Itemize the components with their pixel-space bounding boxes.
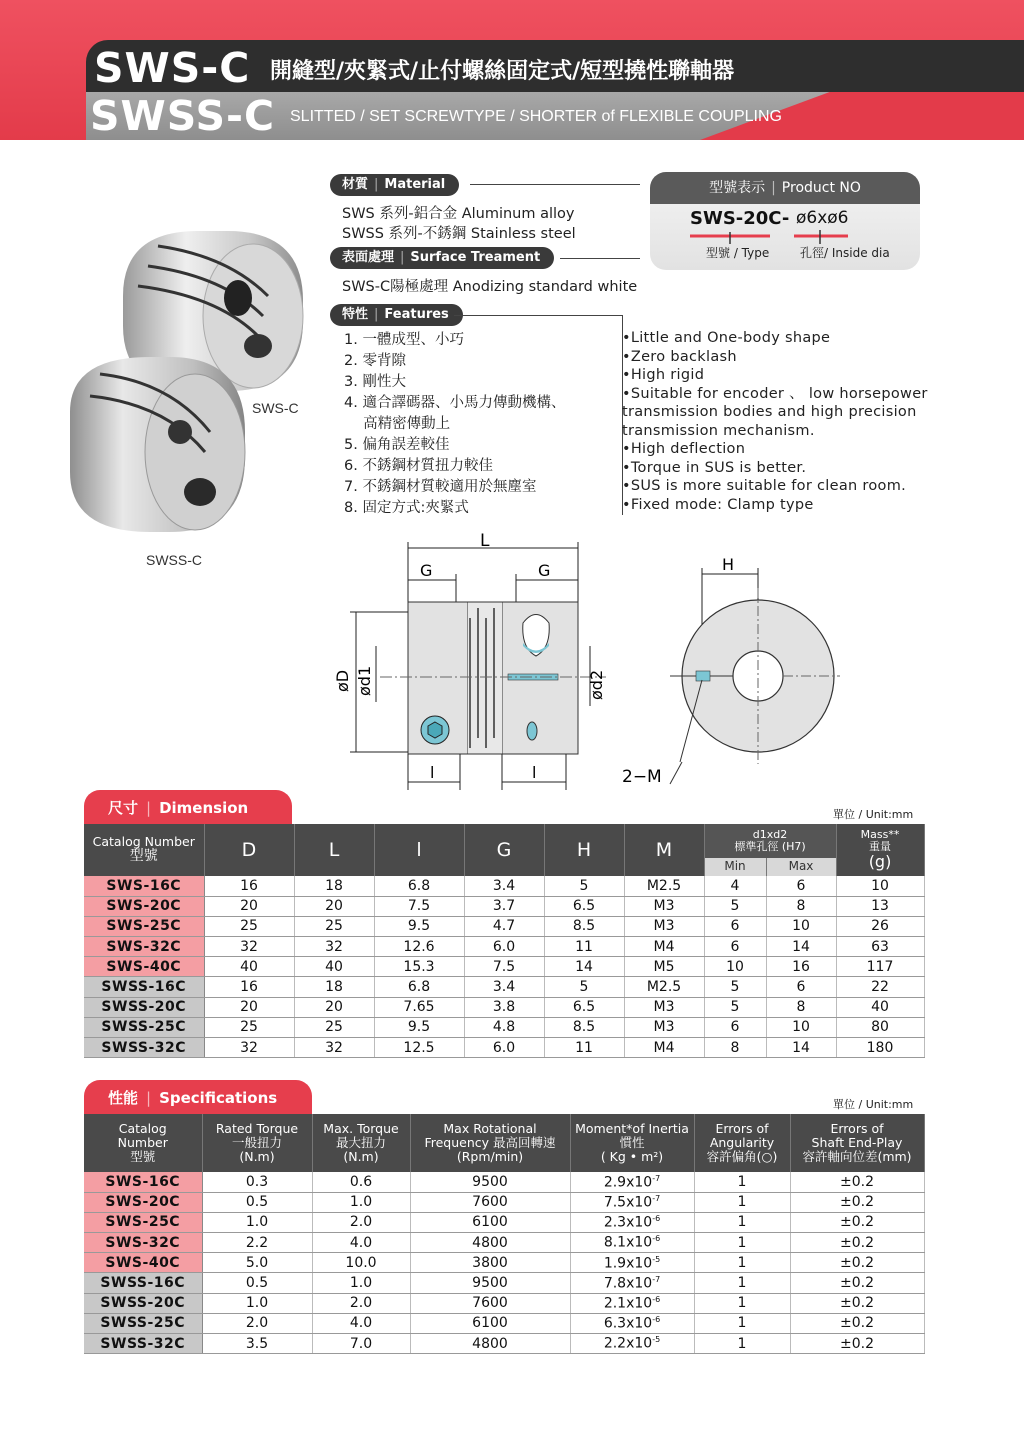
dimension-value-cell: 8.5 — [544, 916, 624, 936]
specifications-value-cell: 7600 — [410, 1192, 570, 1212]
specifications-value-cell: 0.5 — [202, 1192, 312, 1212]
dimension-model-cell: SWSS-16C — [84, 977, 204, 997]
feature-cn-2: 2. 零背隙 — [344, 353, 406, 369]
specifications-value-cell — [570, 1172, 694, 1192]
product-no-code: SWS-20C- — [690, 208, 790, 229]
inertia-exponent: -6 — [652, 1234, 661, 1244]
inertia-exponent: -7 — [652, 1173, 661, 1183]
specifications-model-cell: SWS-25C — [84, 1212, 202, 1232]
specifications-value-cell: 10.0 — [312, 1253, 410, 1273]
dim-H: H — [722, 555, 735, 574]
specifications-value-cell: 6100 — [410, 1212, 570, 1232]
feature-cn-4: 4. 適合譯碼器、小馬力傳動機構、 — [344, 395, 566, 411]
dimension-table — [84, 824, 925, 1058]
dimension-value-cell: 7.65 — [374, 997, 464, 1017]
specifications-value-cell: ±0.2 — [790, 1233, 924, 1253]
specifications-value-cell: 0.3 — [202, 1172, 312, 1192]
spec-col-catalog: Catalog Number 型號 — [84, 1114, 202, 1172]
spec-col-inertia: Moment*of Inertia 慣性 ( Kg • m²) — [570, 1114, 694, 1172]
specifications-value-cell: 6100 — [410, 1313, 570, 1333]
dimension-model-cell: SWS-25C — [84, 916, 204, 936]
dimension-value-cell: 20 — [294, 997, 374, 1017]
specifications-value-cell: 1 — [694, 1293, 790, 1313]
inertia-exponent: -6 — [652, 1214, 661, 1224]
title-chinese: 開縫型/夾緊式/止付螺絲固定式/短型撓性聯軸器 — [270, 59, 735, 84]
specifications-model-cell: SWSS-16C — [84, 1273, 202, 1293]
dimension-value-cell: 9.5 — [374, 916, 464, 936]
feature-en-4c: transmission mechanism. — [622, 422, 815, 439]
dim-col-G: G — [464, 824, 544, 876]
dimension-value-cell: 8 — [704, 1038, 766, 1058]
specifications-value-cell: 7.0 — [312, 1334, 410, 1354]
dimension-value-cell: 6.8 — [374, 876, 464, 896]
inertia-exponent: -6 — [652, 1315, 661, 1325]
dimension-value-cell: 25 — [204, 1017, 294, 1037]
dimension-value-cell: 22 — [836, 977, 924, 997]
dim-L: L — [480, 531, 490, 551]
specifications-value-cell: 1 — [694, 1334, 790, 1354]
dim-col-H: H — [544, 824, 624, 876]
feature-en-3: •High rigid — [622, 367, 705, 383]
feature-en-2: •Zero backlash — [622, 348, 737, 365]
specifications-model-cell: SWS-32C — [84, 1233, 202, 1253]
dimension-value-cell: 12.6 — [374, 937, 464, 957]
spec-col-endplay: Errors of Shaft End-Play 容許軸向位差(mm) — [790, 1114, 924, 1172]
feature-en-6: •Torque in SUS is better. — [622, 459, 807, 476]
spec-col-rated-torque: Rated Torque 一般扭力 (N.m) — [202, 1114, 312, 1172]
material-sws: SWS 系列-鋁合金 Aluminum alloy — [342, 206, 575, 222]
specifications-value-cell: 1 — [694, 1313, 790, 1333]
inertia-mantissa: 2.9x10 — [603, 1174, 653, 1191]
dimension-value-cell: 8 — [766, 896, 836, 916]
dimension-value-cell: 7.5 — [464, 957, 544, 977]
dimension-value-cell: M3 — [624, 916, 704, 936]
specifications-row — [84, 1192, 924, 1212]
product-no-dims: ø6xø6 — [796, 208, 849, 228]
specifications-row — [84, 1273, 924, 1293]
features-label: 特性 | Features — [330, 304, 463, 326]
features-en-list — [622, 329, 928, 514]
specifications-unit: 單位 / Unit:mm — [833, 1098, 914, 1111]
dimension-value-cell: 6.0 — [464, 937, 544, 957]
specifications-value-cell: 2.2 — [202, 1233, 312, 1253]
specifications-model-cell: SWS-16C — [84, 1172, 202, 1192]
feature-en-8: •Fixed mode: Clamp type — [622, 496, 814, 513]
specifications-value-cell: ±0.2 — [790, 1172, 924, 1192]
dimension-value-cell: 4.7 — [464, 916, 544, 936]
specifications-value-cell: 4800 — [410, 1233, 570, 1253]
dimension-value-cell: 14 — [766, 937, 836, 957]
dimension-value-cell: 32 — [204, 1038, 294, 1058]
dimension-value-cell: 14 — [766, 1038, 836, 1058]
specifications-row — [84, 1293, 924, 1313]
specifications-value-cell: 3.5 — [202, 1334, 312, 1354]
specifications-value-cell: 9500 — [410, 1172, 570, 1192]
dimension-value-cell: 8.5 — [544, 1017, 624, 1037]
dimension-value-cell: 117 — [836, 957, 924, 977]
specifications-value-cell — [570, 1293, 694, 1313]
product-no-dia-label: 孔徑/ Inside dia — [800, 246, 890, 260]
feature-cn-5: 5. 偏角誤差較佳 — [344, 437, 450, 453]
feature-cn-3: 3. 剛性大 — [344, 374, 406, 390]
photo-caption-swss: SWSS-C — [146, 552, 202, 568]
dimension-model-cell: SWSS-20C — [84, 997, 204, 1017]
dimension-value-cell: 14 — [544, 957, 624, 977]
dimension-value-cell: 6.8 — [374, 977, 464, 997]
dim-col-mass: Mass** 重量 (g) — [836, 824, 924, 876]
specifications-value-cell: 0.5 — [202, 1273, 312, 1293]
dimension-value-cell: 32 — [204, 937, 294, 957]
model-title-swss: SWSS-C — [90, 92, 276, 140]
dimension-model-cell: SWS-32C — [84, 937, 204, 957]
feature-en-4b: transmission bodies and high precision — [622, 404, 917, 420]
surface-rule — [560, 258, 640, 259]
inertia-mantissa: 2.3x10 — [603, 1214, 653, 1231]
specifications-value-cell — [570, 1233, 694, 1253]
specifications-value-cell — [570, 1212, 694, 1232]
specifications-value-cell: ±0.2 — [790, 1334, 924, 1354]
specifications-value-cell: 1.0 — [202, 1293, 312, 1313]
dimension-row — [84, 977, 924, 997]
specifications-value-cell: 9500 — [410, 1273, 570, 1293]
specifications-value-cell: ±0.2 — [790, 1293, 924, 1313]
dimension-value-cell: 20 — [294, 896, 374, 916]
specifications-value-cell: 1 — [694, 1172, 790, 1192]
inertia-exponent: -7 — [652, 1193, 661, 1203]
dimension-value-cell: M3 — [624, 997, 704, 1017]
specifications-model-cell: SWSS-20C — [84, 1293, 202, 1313]
dimension-value-cell: 5 — [544, 876, 624, 896]
dimension-value-cell: 16 — [766, 957, 836, 977]
dim-col-D: D — [204, 824, 294, 876]
inertia-mantissa: 6.3x10 — [603, 1315, 653, 1332]
dimension-value-cell: 10 — [766, 1017, 836, 1037]
dim-col-L: L — [294, 824, 374, 876]
dimension-row — [84, 997, 924, 1017]
dimension-value-cell: 6 — [704, 916, 766, 936]
dim-D: øD — [333, 669, 352, 692]
dimension-unit: 單位 / Unit:mm — [833, 808, 914, 821]
dimension-tab: 尺寸 | Dimension — [84, 790, 292, 824]
feature-cn-8: 8. 固定方式:夾緊式 — [344, 500, 469, 516]
feature-cn-6: 6. 不銹鋼材質扭力較佳 — [344, 458, 493, 474]
dim-d2: ød2 — [587, 669, 606, 700]
dim-d1: ød1 — [355, 665, 374, 696]
inertia-mantissa: 2.1x10 — [603, 1295, 653, 1312]
dimension-value-cell: 5 — [704, 896, 766, 916]
dimension-value-cell: 3.4 — [464, 977, 544, 997]
dimension-row — [84, 916, 924, 936]
dimension-value-cell: M3 — [624, 1017, 704, 1037]
dimension-model-cell: SWS-16C — [84, 876, 204, 896]
dimension-value-cell: 25 — [294, 916, 374, 936]
specifications-value-cell — [570, 1192, 694, 1212]
inertia-mantissa: 1.9x10 — [603, 1255, 653, 1272]
specifications-value-cell: 2.0 — [202, 1313, 312, 1333]
dimension-value-cell: M5 — [624, 957, 704, 977]
dimension-value-cell: M4 — [624, 937, 704, 957]
dimension-value-cell: 180 — [836, 1038, 924, 1058]
dim-col-bore: d1xd2 標準孔徑 (H7) — [704, 824, 836, 858]
dimension-value-cell: 4 — [704, 876, 766, 896]
dimension-value-cell: 10 — [704, 957, 766, 977]
dimension-value-cell: 18 — [294, 876, 374, 896]
dimension-value-cell: 3.8 — [464, 997, 544, 1017]
dimension-value-cell: 10 — [836, 876, 924, 896]
inertia-exponent: -5 — [652, 1254, 661, 1264]
inertia-mantissa: 8.1x10 — [603, 1234, 653, 1251]
surface-label: 表面處理 | Surface Treament — [330, 247, 554, 269]
specifications-value-cell — [570, 1313, 694, 1333]
dimension-value-cell: 40 — [836, 997, 924, 1017]
dim-col-min: Min — [704, 858, 766, 876]
dimension-value-cell: 11 — [544, 1038, 624, 1058]
model-title-sws: SWS-C — [94, 44, 251, 92]
dimension-value-cell: 5 — [704, 997, 766, 1017]
dim-l-left: l — [430, 763, 435, 782]
dim-M: 2−M — [622, 767, 662, 787]
specifications-value-cell: 5.0 — [202, 1253, 312, 1273]
dimension-value-cell: 63 — [836, 937, 924, 957]
specifications-value-cell: ±0.2 — [790, 1313, 924, 1333]
specifications-value-cell: 7600 — [410, 1293, 570, 1313]
dimension-value-cell: 11 — [544, 937, 624, 957]
spec-col-max-torque: Max. Torque 最大扭力 (N.m) — [312, 1114, 410, 1172]
dimension-value-cell: 6.5 — [544, 997, 624, 1017]
specifications-value-cell — [570, 1334, 694, 1354]
photo-caption-sws: SWS-C — [252, 400, 299, 416]
dim-col-l: l — [374, 824, 464, 876]
inertia-exponent: -7 — [652, 1274, 661, 1284]
specifications-value-cell: 3800 — [410, 1253, 570, 1273]
specifications-value-cell: 4800 — [410, 1334, 570, 1354]
dimension-value-cell: 80 — [836, 1017, 924, 1037]
dimension-value-cell: 18 — [294, 977, 374, 997]
dimension-value-cell: 13 — [836, 896, 924, 916]
dimension-value-cell: M4 — [624, 1038, 704, 1058]
dimension-value-cell: 5 — [544, 977, 624, 997]
dimension-model-cell: SWSS-32C — [84, 1038, 204, 1058]
feature-cn-1: 1. 一體成型、小巧 — [344, 332, 464, 348]
dimension-value-cell: 26 — [836, 916, 924, 936]
features-rule — [454, 315, 622, 316]
dimension-value-cell: 40 — [204, 957, 294, 977]
dimension-value-cell: 6 — [704, 937, 766, 957]
dimension-value-cell: 6.0 — [464, 1038, 544, 1058]
dimension-row — [84, 937, 924, 957]
feature-en-1: •Little and One-body shape — [622, 330, 831, 346]
inertia-mantissa: 7.8x10 — [603, 1275, 653, 1292]
dimension-value-cell: 16 — [204, 876, 294, 896]
dimension-value-cell: 5 — [704, 977, 766, 997]
surface-treatment: SWS-C陽極處理 Anodizing standard white — [342, 279, 638, 295]
feature-en-4: •Suitable for encoder 、 low horsepower — [622, 385, 928, 402]
dimension-row — [84, 876, 924, 896]
specifications-value-cell: ±0.2 — [790, 1253, 924, 1273]
specifications-table — [84, 1114, 925, 1354]
dimension-value-cell: 6 — [766, 977, 836, 997]
specifications-value-cell: 4.0 — [312, 1313, 410, 1333]
dimension-value-cell: 9.5 — [374, 1017, 464, 1037]
features-cn-list — [344, 330, 565, 519]
dimension-value-cell: 3.4 — [464, 876, 544, 896]
specifications-value-cell: 1 — [694, 1253, 790, 1273]
end-view-drawing — [610, 552, 840, 788]
specifications-tab: 性能 | Specifications — [84, 1080, 312, 1114]
specifications-model-cell: SWSS-25C — [84, 1313, 202, 1333]
spec-col-angularity: Errors of Angularity 容許偏角(○) — [694, 1114, 790, 1172]
dimension-value-cell: 8 — [766, 997, 836, 1017]
material-rule — [470, 184, 640, 185]
product-no-type-label: 型號 / Type — [706, 246, 770, 260]
dimension-row — [84, 1038, 924, 1058]
dimension-row — [84, 896, 924, 916]
specifications-value-cell: 1.0 — [312, 1192, 410, 1212]
dimension-value-cell: 25 — [204, 916, 294, 936]
dimension-value-cell: 32 — [294, 1038, 374, 1058]
specifications-value-cell: 1 — [694, 1212, 790, 1232]
specifications-row — [84, 1334, 924, 1354]
inertia-exponent: -6 — [652, 1294, 661, 1304]
specifications-value-cell: 0.6 — [312, 1172, 410, 1192]
specifications-value-cell: 4.0 — [312, 1233, 410, 1253]
dimension-value-cell: 6 — [704, 1017, 766, 1037]
feature-cn-7: 7. 不銹鋼材質較適用於無塵室 — [344, 479, 537, 495]
specifications-value-cell: 1 — [694, 1192, 790, 1212]
coupling-photo-swss — [60, 352, 250, 537]
spec-col-frequency: Max Rotational Frequency 最高回轉速 (Rpm/min) — [410, 1114, 570, 1172]
dimension-row — [84, 957, 924, 977]
specifications-model-cell: SWS-40C — [84, 1253, 202, 1273]
dimension-value-cell: 12.5 — [374, 1038, 464, 1058]
dimension-value-cell: 6.5 — [544, 896, 624, 916]
material-swss: SWSS 系列-不銹鋼 Stainless steel — [342, 226, 576, 242]
specifications-value-cell: 2.0 — [312, 1293, 410, 1313]
specifications-model-cell: SWS-20C — [84, 1192, 202, 1212]
dimension-value-cell: 6 — [766, 876, 836, 896]
dimension-model-cell: SWS-40C — [84, 957, 204, 977]
specifications-value-cell: ±0.2 — [790, 1212, 924, 1232]
dimension-value-cell: M3 — [624, 896, 704, 916]
dimension-value-cell: 32 — [294, 937, 374, 957]
dimension-model-cell: SWSS-25C — [84, 1017, 204, 1037]
dimension-row — [84, 1017, 924, 1037]
inertia-mantissa: 2.2x10 — [603, 1335, 653, 1352]
specifications-row — [84, 1212, 924, 1232]
specifications-value-cell — [570, 1253, 694, 1273]
feature-en-7: •SUS is more suitable for clean room. — [622, 478, 907, 494]
specifications-value-cell: 1 — [694, 1273, 790, 1293]
dim-col-max: Max — [766, 858, 836, 876]
dim-col-M: M — [624, 824, 704, 876]
dim-l-right: l — [532, 763, 537, 782]
dimension-value-cell: 20 — [204, 896, 294, 916]
specifications-value-cell: 1.0 — [202, 1212, 312, 1232]
specifications-model-cell: SWSS-32C — [84, 1334, 202, 1354]
dim-col-catalog: Catalog Number 型號 — [84, 824, 204, 876]
dimension-value-cell: 16 — [204, 977, 294, 997]
specifications-value-cell: 1.0 — [312, 1273, 410, 1293]
feature-en-5: •High deflection — [622, 441, 746, 457]
dimension-value-cell: 15.3 — [374, 957, 464, 977]
inertia-exponent: -5 — [652, 1335, 661, 1345]
dimension-value-cell: 3.7 — [464, 896, 544, 916]
specifications-row — [84, 1253, 924, 1273]
material-label: 材質 | Material — [330, 174, 459, 196]
specifications-value-cell: 2.0 — [312, 1212, 410, 1232]
feature-cn-4b: 高精密傳動上 — [344, 416, 451, 432]
dim-G-right: G — [538, 561, 551, 580]
dimension-value-cell: M2.5 — [624, 876, 704, 896]
dim-G-left: G — [420, 561, 433, 580]
dimension-value-cell: M2.5 — [624, 977, 704, 997]
dimension-value-cell: 20 — [204, 997, 294, 1017]
dimension-value-cell: 4.8 — [464, 1017, 544, 1037]
product-no-header: 型號表示 | Product NO — [650, 172, 920, 204]
specifications-row — [84, 1313, 924, 1333]
specifications-value-cell — [570, 1273, 694, 1293]
specifications-row — [84, 1233, 924, 1253]
inertia-mantissa: 7.5x10 — [603, 1194, 653, 1211]
title-english: SLITTED / SET SCREWTYPE / SHORTER of FLEXIBLE COUPLING — [290, 108, 782, 125]
dimension-value-cell: 40 — [294, 957, 374, 977]
specifications-value-cell: ±0.2 — [790, 1192, 924, 1212]
dimension-value-cell: 10 — [766, 916, 836, 936]
specifications-value-cell: ±0.2 — [790, 1273, 924, 1293]
dimension-value-cell: 7.5 — [374, 896, 464, 916]
specifications-value-cell: 1 — [694, 1233, 790, 1253]
dimension-model-cell: SWS-20C — [84, 896, 204, 916]
dimension-value-cell: 25 — [294, 1017, 374, 1037]
specifications-row — [84, 1172, 924, 1192]
